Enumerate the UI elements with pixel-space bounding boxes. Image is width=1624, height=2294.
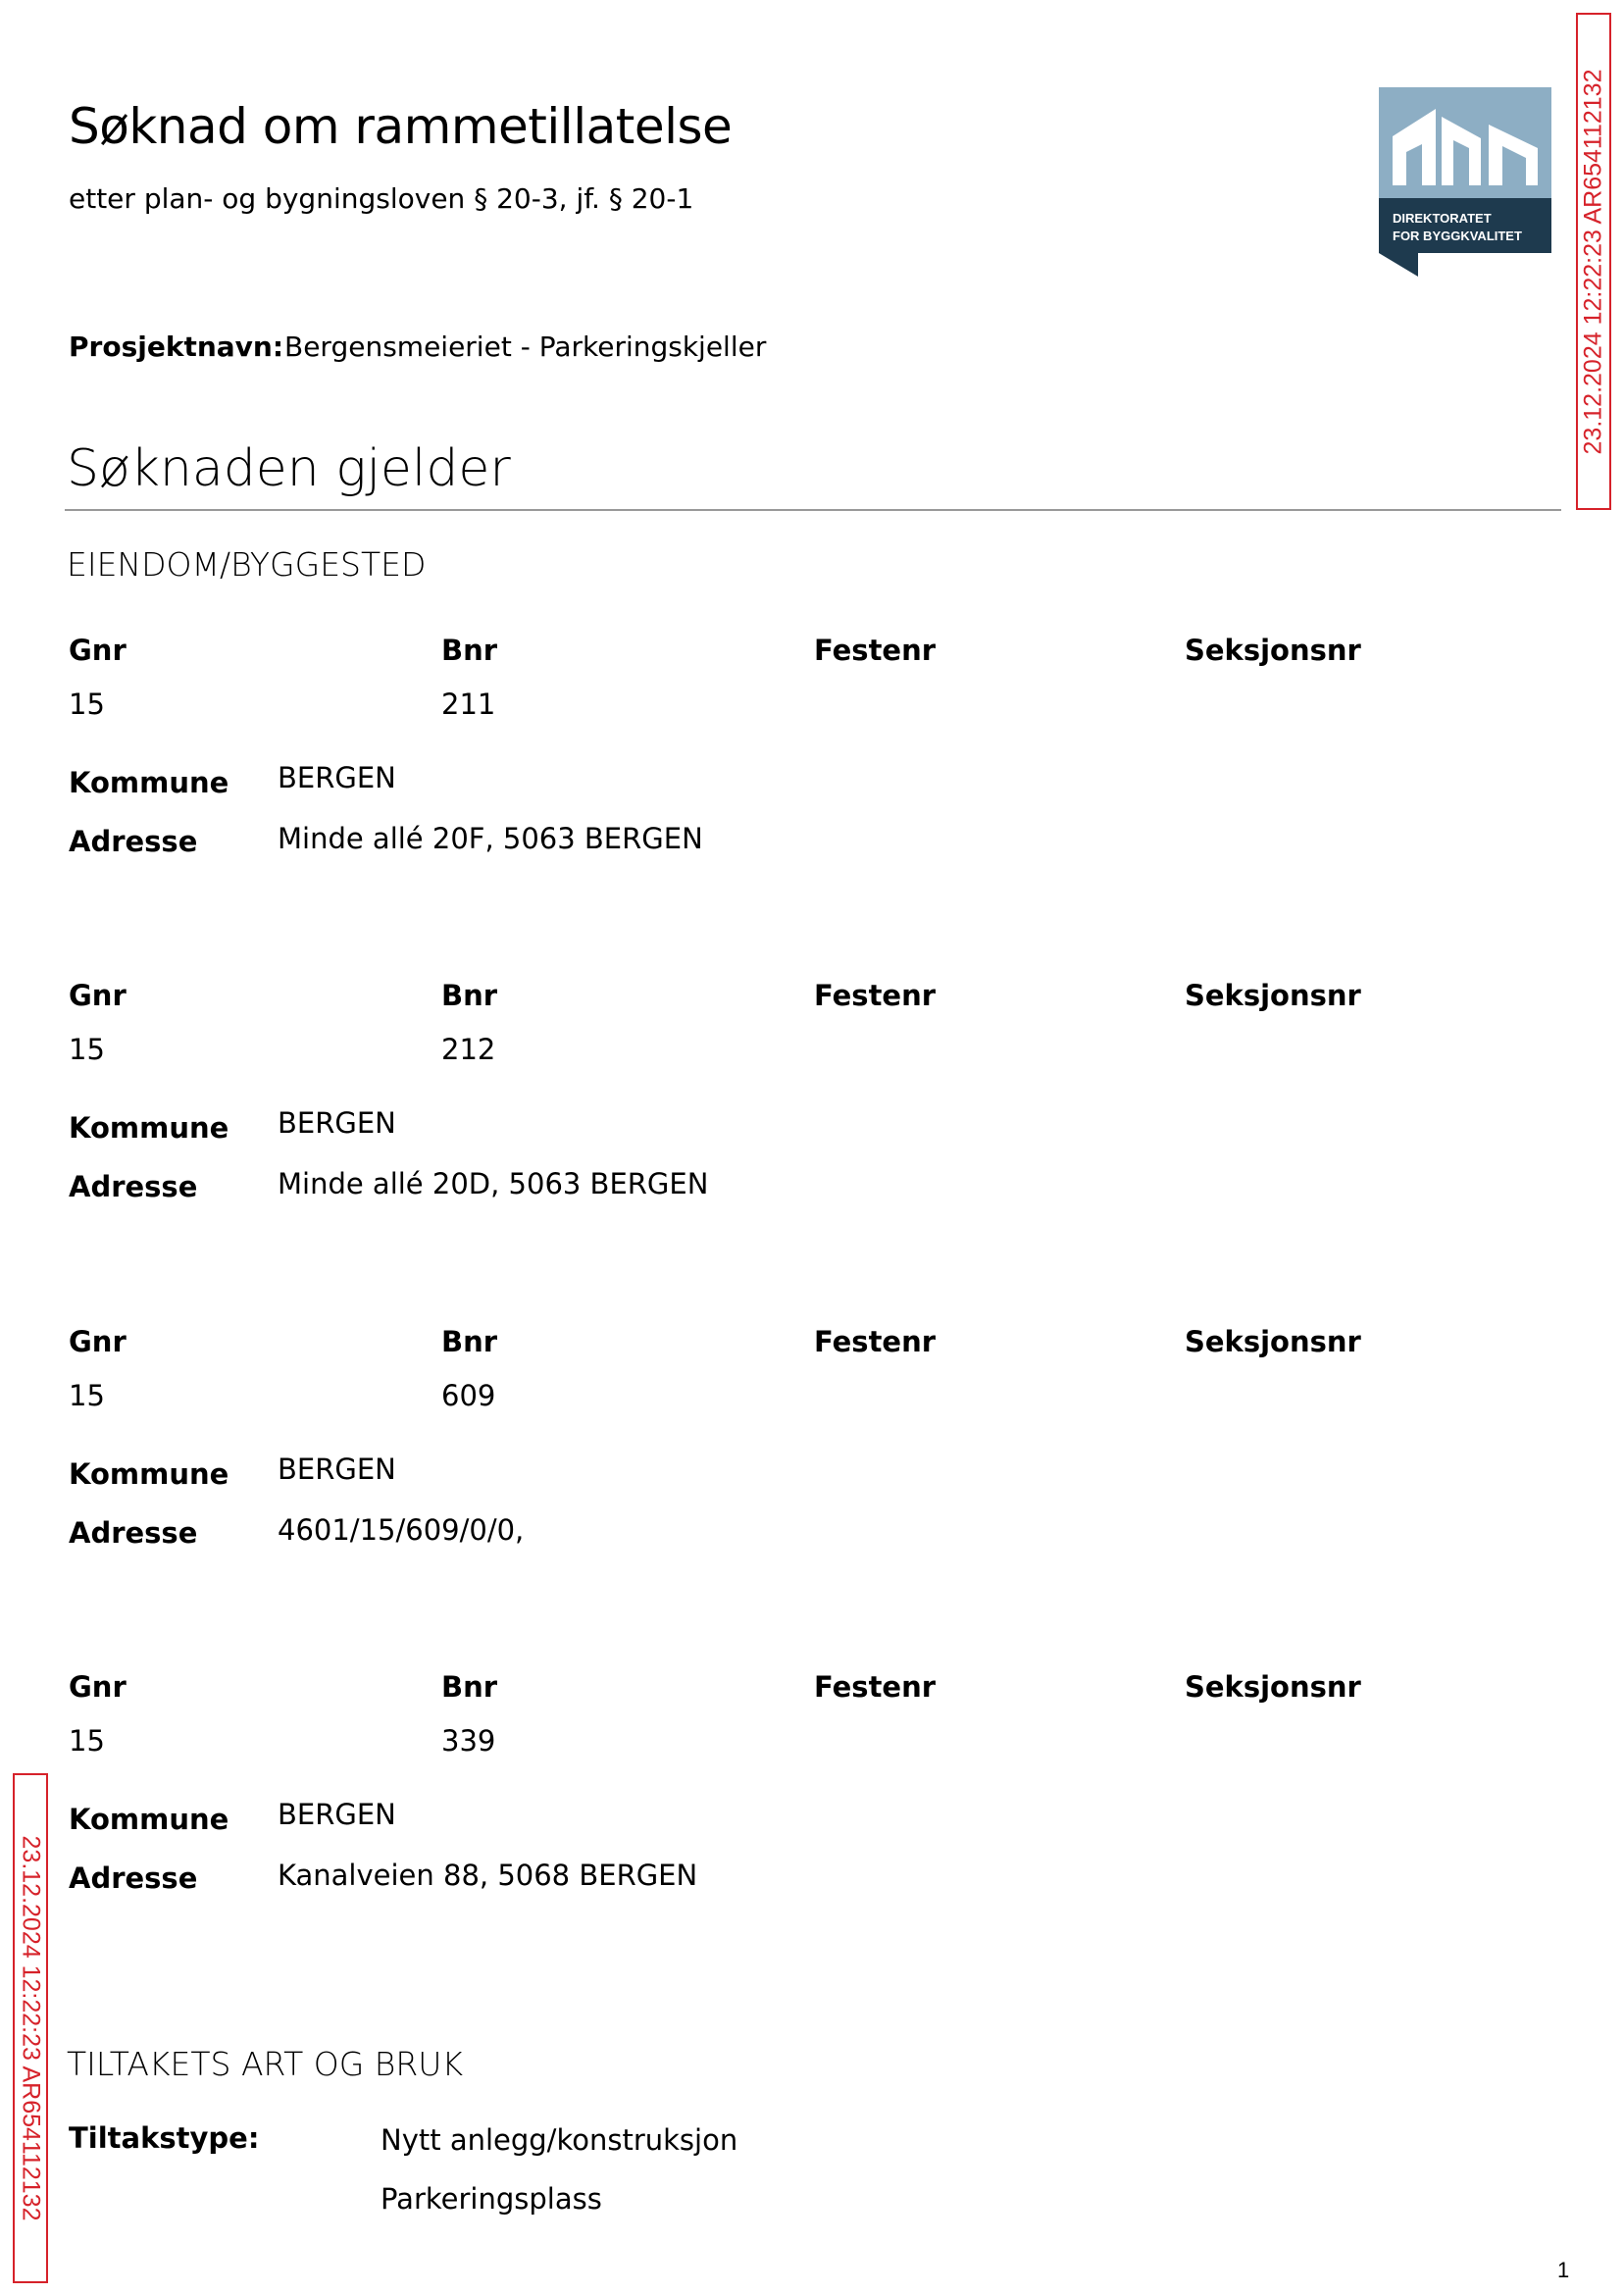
adresse-label: Adresse (69, 1861, 198, 1895)
stamp-text: 23.12.2024 12:22:23 AR654112132 (17, 1835, 45, 2221)
stamp-text: 23.12.2024 12:22:23 AR654112132 (1579, 69, 1607, 454)
adresse-value: Kanalveien 88, 5068 BERGEN (278, 1859, 698, 1892)
bnr-label: Bnr (441, 979, 498, 1012)
tiltak-heading: TILTAKETS ART OG BRUK (67, 2045, 464, 2083)
kommune-label: Kommune (69, 766, 229, 799)
section-heading: Søknaden gjelder (67, 439, 511, 498)
bnr-value: 339 (441, 1724, 496, 1758)
adresse-label: Adresse (69, 1170, 198, 1203)
kommune-label: Kommune (69, 1111, 229, 1145)
kommune-value: BERGEN (278, 1453, 396, 1486)
kommune-value: BERGEN (278, 761, 396, 794)
timestamp-stamp-right (1576, 13, 1611, 510)
gnr-value: 15 (69, 688, 105, 721)
festenr-label: Festenr (814, 979, 937, 1012)
bnr-label: Bnr (441, 634, 498, 667)
adresse-value: 4601/15/609/0/0, (278, 1513, 525, 1547)
gnr-label: Gnr (69, 1325, 127, 1358)
tiltakstype-label: Tiltakstype: (69, 2121, 260, 2155)
bnr-label: Bnr (441, 1325, 498, 1358)
property-heading: EIENDOM/BYGGESTED (67, 545, 427, 584)
document-subtitle: etter plan- og bygningsloven § 20-3, jf. § 20-1 (69, 182, 694, 215)
adresse-value: Minde allé 20F, 5063 BERGEN (278, 822, 703, 855)
gnr-value: 15 (69, 1379, 105, 1412)
kommune-value: BERGEN (278, 1798, 396, 1831)
kommune-value: BERGEN (278, 1106, 396, 1140)
bnr-label: Bnr (441, 1670, 498, 1704)
bnr-value: 609 (441, 1379, 496, 1412)
gnr-value: 15 (69, 1724, 105, 1758)
document-title: Søknad om rammetillatelse (69, 98, 733, 155)
adresse-value: Minde allé 20D, 5063 BERGEN (278, 1167, 709, 1200)
festenr-label: Festenr (814, 1325, 937, 1358)
project-label: Prosjektnavn: (69, 331, 284, 363)
logo-text-line1: DIREKTORATET (1393, 211, 1492, 226)
timestamp-stamp-left (13, 1773, 48, 2283)
section-divider (65, 509, 1561, 511)
gnr-label: Gnr (69, 979, 127, 1012)
bnr-value: 211 (441, 688, 496, 721)
page-number: 1 (1557, 2258, 1570, 2282)
seksjonsnr-label: Seksjonsnr (1185, 1325, 1361, 1358)
festenr-label: Festenr (814, 1670, 937, 1704)
logo-text-line2: FOR BYGGKVALITET (1393, 229, 1522, 243)
seksjonsnr-label: Seksjonsnr (1185, 1670, 1361, 1704)
tiltakstype-value: Nytt anlegg/konstruksjon (381, 2123, 738, 2157)
dibk-logo (1379, 87, 1551, 277)
kommune-label: Kommune (69, 1457, 229, 1491)
gnr-value: 15 (69, 1033, 105, 1066)
gnr-label: Gnr (69, 634, 127, 667)
project-name: Bergensmeieriet - Parkeringskjeller (284, 331, 767, 363)
gnr-label: Gnr (69, 1670, 127, 1704)
festenr-label: Festenr (814, 634, 937, 667)
seksjonsnr-label: Seksjonsnr (1185, 979, 1361, 1012)
seksjonsnr-label: Seksjonsnr (1185, 634, 1361, 667)
tiltakstype-value: Parkeringsplass (381, 2182, 602, 2216)
bnr-value: 212 (441, 1033, 496, 1066)
kommune-label: Kommune (69, 1803, 229, 1836)
adresse-label: Adresse (69, 825, 198, 858)
adresse-label: Adresse (69, 1516, 198, 1550)
